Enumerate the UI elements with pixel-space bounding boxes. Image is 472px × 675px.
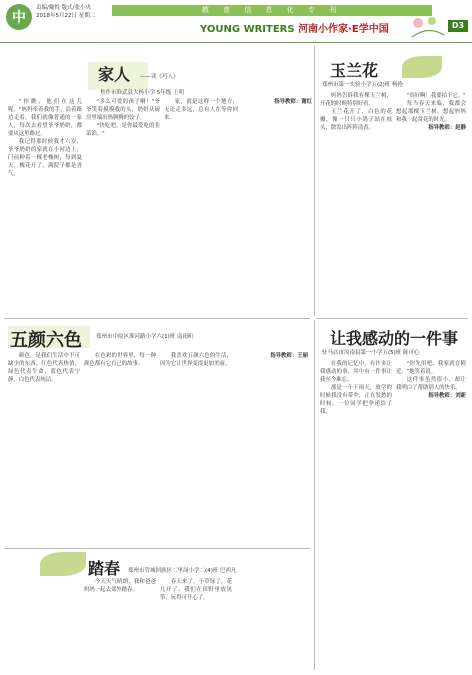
paragraph: 那是一个下雨天，放学的时候我没有带伞，正在发愁的时候，一位同学把伞递给了我。 xyxy=(320,385,392,415)
paragraph: 这件事虽然很小，却让我明白了帮助别人的快乐。 xyxy=(396,377,466,391)
article-author-outing xyxy=(128,566,237,574)
article-title-jade: 玉兰花 xyxy=(330,61,379,80)
paragraph: 每当春天来临，我都会想起那棵玉兰树，想起妈妈和我一起赏花的时光。 xyxy=(396,101,466,123)
header-rule xyxy=(0,42,472,43)
leaf-decoration-icon xyxy=(40,552,86,576)
article-author-jade xyxy=(322,80,403,88)
paragraph: "快吃吧，是你最爱吃的韭菜馅。" xyxy=(86,123,160,137)
author-text: 郑州市中原区淮河路小学六(1)班 南雨昕 xyxy=(96,334,194,340)
editor-note: 指导教师：谢红 xyxy=(274,99,312,105)
newspaper-logo-icon xyxy=(6,4,32,30)
paragraph: "多么可爱的孩子啊！"爷爷笑着摸摸我的头，奶奶从厨房里端出热腾腾的饺子。 xyxy=(86,99,160,121)
paragraph: 在色彩的世界里，每一种颜色都有它自己的故事。 xyxy=(84,353,156,367)
article-title-moved: 让我感动的一件事 xyxy=(330,329,459,348)
flower-decoration-icon xyxy=(410,15,446,39)
article-body-outing-col1 xyxy=(84,578,156,670)
article-body-jade-col1 xyxy=(320,92,392,314)
brand-en: YOUNG WRITERS xyxy=(200,24,295,35)
article-title-outing: 踏春 xyxy=(88,559,121,578)
meta-editors: 责编/戴悦 版式/张小央 xyxy=(36,5,91,11)
paragraph: 我记得那时候我才六岁，爷爷奶奶的家就在小河边上，门前种着一棵老槐树，每到夏天，槐花开了，满院子都是香气。 xyxy=(8,139,82,177)
author-text: 驻马店市汝南县第一小学五(5)班 陈可心 xyxy=(322,350,420,356)
paragraph: 妈妈告诉我有棵玉兰树，开花的时候特别好看。 xyxy=(320,93,392,107)
leaf-decoration-icon xyxy=(402,56,442,78)
paragraph: 在我的记忆中，有许多让我感动的事，其中有一件事让我至今难忘。 xyxy=(320,361,392,383)
editor-note-colors xyxy=(236,352,308,542)
author-text: 郑州市管城回族区二里岗小学二(4)班 巴西凡 xyxy=(128,568,237,574)
editor-note: 指导教师：刘新 xyxy=(428,393,466,399)
paragraph: 春天来了，小草绿了，花儿开了，我们在田野里放风筝，玩得可开心了。 xyxy=(160,579,232,601)
author-text: 郑州市第一实验小学五(2)班 杨艳 xyxy=(322,82,404,88)
meta-date: 2018年5月22日 星期二 xyxy=(36,13,96,19)
article-body-jade-col2 xyxy=(396,92,466,314)
article-body-moved-col1 xyxy=(320,360,392,660)
article-author-moved xyxy=(322,348,420,356)
article-body-colors-col3 xyxy=(160,352,232,542)
paragraph: 玉兰花开了，白色的花瓣，像一只只小鸽子站在枝头，散发出阵阵清香。 xyxy=(320,109,392,131)
paragraph: "你瞧，他们在这儿呢。"妈妈牵着我的手，沿着路边走着。我们就像普通的一家人，每次去看望爷爷奶奶，都要从这里路过。 xyxy=(8,99,82,137)
article-body-home-col3 xyxy=(164,98,238,298)
article-title-home: 家人 xyxy=(98,65,131,84)
section-strip: 教 育 信 息 化 专 刊 xyxy=(112,5,432,16)
paragraph: "你先用吧，我家就在附近。"她笑着说。 xyxy=(396,361,466,375)
editor-note: 指导教师：赵静 xyxy=(428,125,466,131)
article-body-outing-col2 xyxy=(160,578,232,670)
article-body-colors-col2 xyxy=(84,352,156,542)
section-divider xyxy=(316,318,468,319)
paragraph: 颜色，是我们生活中不可缺少的东西。红色代表热情，绿色代表生命，蓝色代表宁静，白色代表纯洁。 xyxy=(8,353,80,383)
brand-title xyxy=(200,20,389,35)
article-body-colors-col1 xyxy=(8,352,80,542)
author-text: 焦作市修武县大杨小学 5年级 王明 xyxy=(100,90,184,96)
section-divider xyxy=(4,548,310,549)
column-divider xyxy=(314,320,315,670)
paragraph: 今天天气晴朗，我和爸爸妈妈一起去郊外踏春。 xyxy=(84,579,156,593)
article-body-home-col2 xyxy=(86,98,160,298)
article-subtitle-home: ——读《巧人》 xyxy=(140,74,179,80)
paragraph: 家，就是这样一个地方，无论走多远，总有人在等你回来。 xyxy=(164,99,238,121)
article-body-home-col1 xyxy=(8,98,82,298)
article-author-home xyxy=(100,88,184,96)
header-meta xyxy=(36,4,95,20)
column-divider xyxy=(314,46,315,316)
brand-zh: 河南小作家·E学中国 xyxy=(298,24,389,35)
editor-note: 指导教师：王丽 xyxy=(270,353,308,359)
article-author-colors xyxy=(96,332,194,340)
section-divider xyxy=(4,318,310,319)
article-title-colors: 五颜六色 xyxy=(10,330,82,351)
page-header xyxy=(0,0,472,42)
paragraph: "真好啊！我要拍下它。" xyxy=(406,93,466,99)
editor-note-home xyxy=(242,98,312,298)
article-body-moved-col2 xyxy=(396,360,466,660)
paragraph: 我喜欢五颜六色的生活，因为它让世界变得更加美丽。 xyxy=(160,353,232,367)
page-code: D3 xyxy=(448,20,468,32)
